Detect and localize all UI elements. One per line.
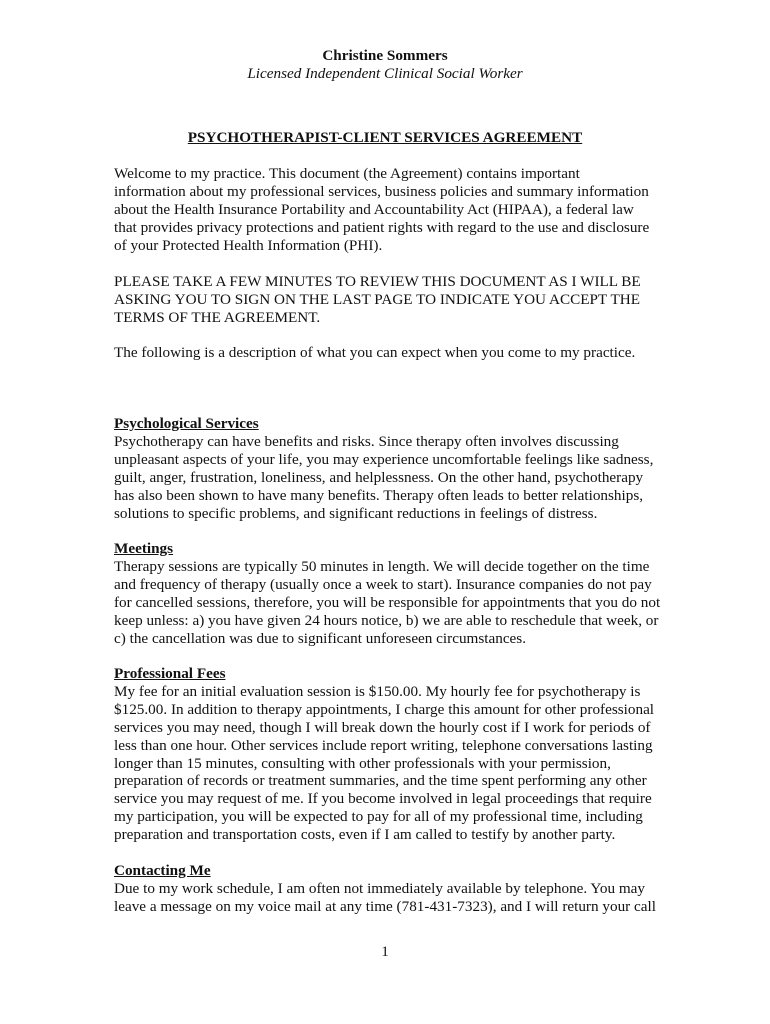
paragraph-line: keep unless: a) you have given 24 hours notice, b) we are able to reschedule that week, or (114, 611, 659, 629)
paragraph-line: ASKING YOU TO SIGN ON THE LAST PAGE TO INDICATE YOU ACCEPT THE (114, 290, 640, 308)
section-contacting-me (114, 862, 674, 916)
notice-paragraph (114, 273, 674, 327)
page-number: 1 (381, 943, 389, 960)
section-heading: Psychological Services (114, 415, 259, 432)
paragraph-line: My fee for an initial evaluation session is $150.00. My hourly fee for psychotherapy is (114, 682, 641, 700)
paragraph-line: services you may need, though I will break down the hourly cost if I work for periods of (114, 718, 651, 736)
paragraph-line: preparation and transportation costs, even if I am called to testify by another party. (114, 826, 616, 844)
paragraph-line: guilt, anger, frustration, loneliness, and helplessness. On the other hand, psychotherapy (114, 468, 644, 486)
paragraph-line: service you may request of me. If you become involved in legal proceedings that require (114, 790, 652, 808)
section-heading: Professional Fees (114, 665, 226, 682)
paragraph-line: Therapy sessions are typically 50 minutes in length. We will decide together on the time (114, 557, 650, 575)
author-title: Licensed Independent Clinical Social Worker (247, 65, 523, 82)
paragraph-line: that provides privacy protections and patient rights with regard to the use and disclosure (114, 218, 650, 236)
paragraph-line: has also been shown to have many benefits. Therapy often leads to better relationships, (114, 486, 644, 504)
paragraph-line: Due to my work schedule, I am often not immediately available by telephone. You may (114, 879, 646, 897)
paragraph-line: my participation, you will be expected to pay for all of my professional time, including (114, 808, 643, 826)
paragraph-line: c) the cancellation was due to significant unforeseen circumstances. (114, 629, 527, 647)
paragraph-line: and frequency of therapy (usually once a week to start). Insurance companies do not pay (114, 575, 652, 593)
author-name: Christine Sommers (322, 47, 448, 64)
paragraph-line: solutions to specific problems, and significant reductions in feelings of distress. (114, 504, 598, 522)
section-heading: Meetings (114, 540, 174, 557)
paragraph-line: The following is a description of what you can expect when you come to my practice. (114, 344, 636, 361)
paragraph-line: preparation of records or treatment summaries, and the time spent performing any other (114, 772, 647, 790)
paragraph-line: leave a message on my voice mail at any time (781-431-7323), and I will return your call (114, 897, 656, 915)
paragraph-line: PLEASE TAKE A FEW MINUTES TO REVIEW THIS DOCUMENT AS I WILL BE (114, 273, 641, 290)
document-title: PSYCHOTHERAPIST-CLIENT SERVICES AGREEMENT (187, 129, 583, 146)
paragraph-line: unpleasant aspects of your life, you may experience uncomfortable feelings like sadness, (114, 450, 654, 468)
paragraph-line: $125.00. In addition to therapy appointments, I charge this amount for other professional (114, 700, 655, 718)
paragraph-line: TERMS OF THE AGREEMENT. (114, 308, 321, 326)
paragraph-line: longer than 15 minutes, consulting with other professionals with your permission, (114, 754, 611, 772)
section-psychological-services (114, 415, 674, 522)
paragraph-line: less than one hour. Other services include report writing, telephone conversations lasting (114, 736, 653, 754)
paragraph-line: information about my professional services, business policies and summary information (114, 182, 649, 200)
paragraph-line: of your Protected Health Information (PHI). (114, 236, 383, 254)
paragraph-line: Welcome to my practice. This document (the Agreement) contains important (114, 165, 580, 182)
section-professional-fees (114, 665, 674, 844)
description-paragraph (114, 344, 674, 362)
intro-paragraph (114, 165, 674, 255)
paragraph-line: about the Health Insurance Portability and Accountability Act (HIPAA), a federal law (114, 200, 634, 218)
paragraph-line: Psychotherapy can have benefits and risks. Since therapy often involves discussing (114, 432, 619, 450)
section-meetings (114, 540, 674, 647)
paragraph-line: for cancelled sessions, therefore, you will be responsible for appointments that you do not (114, 593, 661, 611)
section-heading: Contacting Me (114, 862, 211, 879)
